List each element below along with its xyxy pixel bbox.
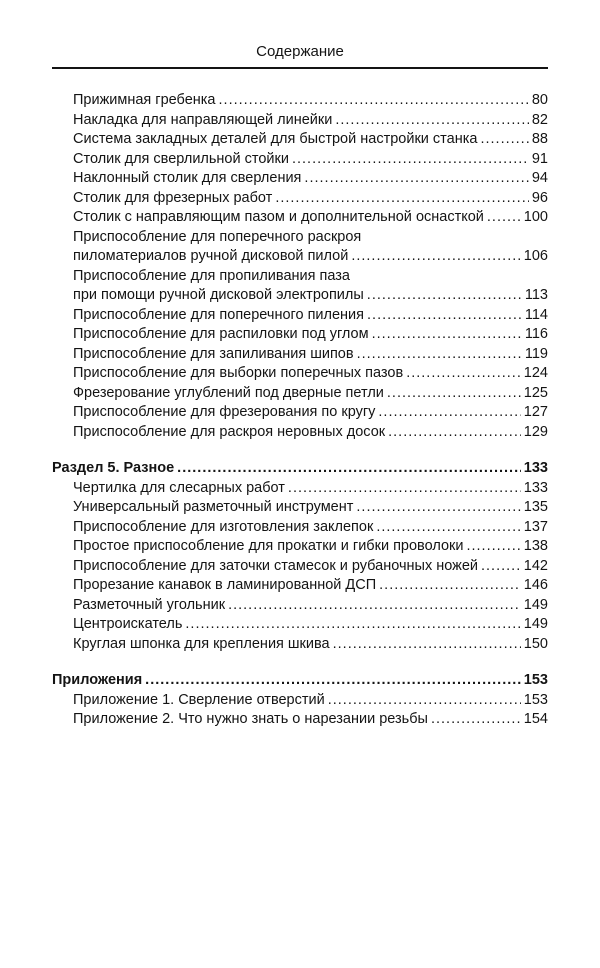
toc-entry-page: 106 <box>523 248 548 264</box>
toc-entry <box>52 111 548 131</box>
toc-entry <box>52 384 548 404</box>
toc-entry <box>52 557 548 577</box>
toc-section-page: 133 <box>523 460 548 476</box>
dot-leader <box>292 150 529 170</box>
header-rule <box>52 67 548 69</box>
toc-entry <box>52 403 548 423</box>
toc-entry-page: 127 <box>523 404 548 420</box>
toc-entry-page: 138 <box>523 538 548 554</box>
toc-entry-page: 129 <box>523 423 548 440</box>
dot-leader <box>185 615 520 635</box>
toc-entry <box>52 710 548 730</box>
toc-entry-title: Прижимная гребенка <box>73 92 216 108</box>
toc-entry <box>52 189 548 209</box>
toc-entry-title: Приспособление для раскроя неровных досок <box>73 423 386 440</box>
toc-entry-page: 100 <box>523 209 548 225</box>
toc-entry-title: Приспособление для заточки стамесок и рубаночных ножей <box>73 557 478 574</box>
toc-entry-page: 82 <box>531 111 548 128</box>
toc-section-heading <box>52 459 548 479</box>
dot-leader <box>275 189 529 209</box>
toc-entry <box>52 537 548 557</box>
toc-entry-page: 124 <box>523 365 548 381</box>
toc-entry-page: 149 <box>523 616 548 632</box>
dot-leader <box>466 537 520 557</box>
toc-entry-title: Фрезерование углублений под дверные петли <box>73 384 384 401</box>
toc-entry <box>52 345 548 365</box>
toc-entry-title: Приложение 1. Сверление отверстий <box>73 691 325 708</box>
dot-leader <box>378 403 520 423</box>
dot-leader <box>304 169 528 189</box>
toc-entry-page: 142 <box>523 557 548 574</box>
toc-entry-page: 80 <box>531 92 548 108</box>
toc-entry-page: 113 <box>524 287 548 303</box>
toc-entry-page: 94 <box>531 170 548 186</box>
toc-section-title: Приложения <box>52 672 143 688</box>
toc-entry-title: Приспособление для изготовления заклепок <box>73 518 374 535</box>
dot-leader <box>288 479 521 499</box>
toc-entry-title: Разметочный угольник <box>73 596 226 613</box>
toc-entry <box>52 479 548 499</box>
dot-leader <box>177 459 521 479</box>
toc-entry-page: 88 <box>531 131 548 147</box>
dot-leader <box>219 91 529 111</box>
toc-entry-page: 146 <box>523 577 548 593</box>
toc-entry-title: Приспособление для выборки поперечных пазов <box>73 365 404 381</box>
dot-leader <box>406 364 521 384</box>
toc-entry <box>52 306 548 326</box>
toc-entry-title: Универсальный разметочный инструмент <box>73 499 354 515</box>
toc-entry-page: 150 <box>523 635 548 652</box>
toc-entry <box>52 691 548 711</box>
toc-entry-page: 153 <box>523 691 548 708</box>
toc-entry-title: Центроискатель <box>73 616 183 632</box>
toc-entry-title: Столик с направляющим пазом и дополнительной оснасткой <box>73 209 484 225</box>
toc-entry <box>52 615 548 635</box>
section-spacer <box>52 654 548 671</box>
toc-entry-title: Приспособление для распиловки под углом <box>73 326 369 342</box>
section-spacer <box>52 442 548 459</box>
toc-entry-title: Приложение 2. Что нужно знать о нарезании резьбы <box>73 711 428 727</box>
dot-leader <box>387 384 521 404</box>
dot-leader <box>367 306 522 326</box>
toc-entry-title: Система закладных деталей для быстрой настройки станка <box>73 131 478 147</box>
dot-leader <box>333 635 521 655</box>
toc-entry <box>52 635 548 655</box>
toc-entry <box>52 325 548 345</box>
toc-entry <box>52 247 548 267</box>
toc-entry-page: 116 <box>524 326 548 342</box>
dot-leader <box>328 691 521 711</box>
toc-entry-title: Чертилка для слесарных работ <box>73 479 285 496</box>
toc-entry <box>52 518 548 538</box>
toc-entry <box>52 498 548 518</box>
toc-entry-title-continuation: пиломатериалов ручной дисковой пилой <box>73 248 349 264</box>
toc-entry-page: 137 <box>523 518 548 535</box>
toc-entry-page: 125 <box>523 384 548 401</box>
toc-entry <box>52 130 548 150</box>
toc-entry-page: 135 <box>523 499 548 515</box>
toc-entry-page: 119 <box>524 345 548 362</box>
toc-entry-title: Прорезание канавок в ламинированной ДСП <box>73 577 377 593</box>
toc-entry-title: Приспособление для поперечного пиления <box>73 306 365 323</box>
toc-entry <box>52 169 548 189</box>
page-header-title: Содержание <box>256 43 344 60</box>
dot-leader <box>376 518 520 538</box>
dot-leader <box>379 576 521 596</box>
toc-section-title: Раздел 5. Разное <box>52 460 175 476</box>
toc-entry-title: Столик для сверлильной стойки <box>73 150 289 167</box>
toc-entry-page: 133 <box>523 479 548 496</box>
toc-entry-title: Круглая шпонка для крепления шкива <box>73 635 330 652</box>
toc-entry-title-continuation: при помощи ручной дисковой электропилы <box>73 287 364 303</box>
dot-leader <box>356 498 520 518</box>
toc-entry <box>52 576 548 596</box>
toc-entry-title: Приспособление для запиливания шипов <box>73 345 354 362</box>
toc-entry <box>52 208 548 228</box>
toc-section-page: 153 <box>523 672 548 688</box>
toc-entry-page: 91 <box>531 150 548 167</box>
toc-entry <box>52 286 548 306</box>
toc-entry-first-line <box>52 228 548 248</box>
toc-entry-title: Приспособление для фрезерования по кругу <box>73 404 376 420</box>
toc-entry <box>52 91 548 111</box>
dot-leader <box>388 423 521 443</box>
dot-leader <box>367 286 522 306</box>
toc-entry-first-line <box>52 267 548 287</box>
dot-leader <box>145 671 521 691</box>
toc-section-heading <box>52 671 548 691</box>
toc-entry-page: 154 <box>523 711 548 727</box>
toc-entry-title: Наклонный столик для сверления <box>73 170 302 186</box>
toc-entry <box>52 596 548 616</box>
toc-entry-title: Приспособление для пропиливания паза <box>73 267 350 284</box>
dot-leader <box>372 325 522 345</box>
toc-entry-page: 149 <box>523 596 548 613</box>
dot-leader <box>480 130 528 150</box>
toc-entry-title: Простое приспособление для прокатки и гибки проволоки <box>73 538 464 554</box>
toc-entry <box>52 364 548 384</box>
toc-entry-page: 114 <box>524 306 548 323</box>
dot-leader <box>357 345 522 365</box>
toc-entry-title: Накладка для направляющей линейки <box>73 111 333 128</box>
dot-leader <box>351 247 520 267</box>
toc-entry <box>52 150 548 170</box>
dot-leader <box>487 208 521 228</box>
toc-entry <box>52 423 548 443</box>
table-of-contents <box>52 91 548 730</box>
dot-leader <box>431 710 521 730</box>
dot-leader <box>481 557 521 577</box>
toc-entry-page: 96 <box>531 189 548 206</box>
dot-leader <box>335 111 529 131</box>
toc-entry-title: Приспособление для поперечного раскроя <box>73 228 362 245</box>
dot-leader <box>228 596 521 616</box>
toc-entry-title: Столик для фрезерных работ <box>73 189 273 206</box>
